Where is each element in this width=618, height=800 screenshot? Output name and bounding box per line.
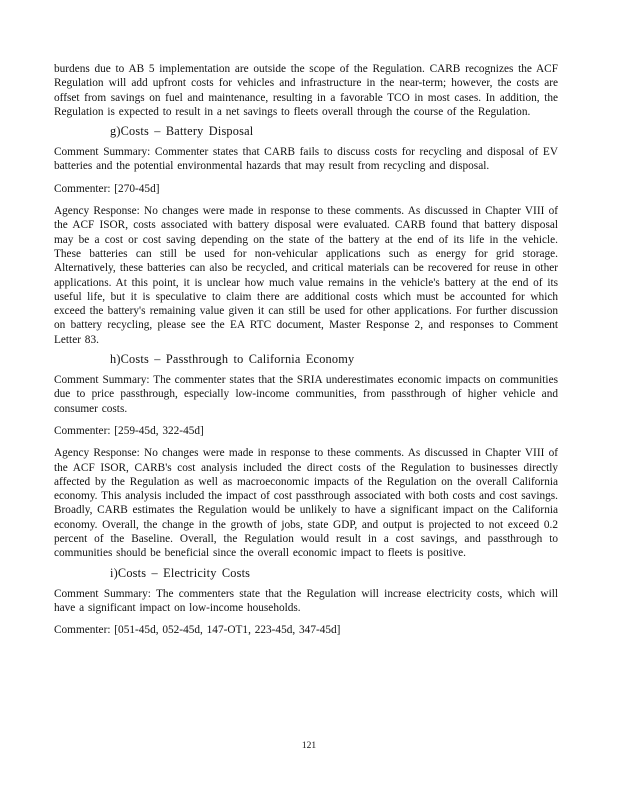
commenter-list: Commenter: [051-45d, 052-45d, 147-OT1, 223-45d, 347-45d] [54, 624, 341, 637]
section-passthrough [54, 352, 558, 561]
agency-response: Agency Response: No changes were made in response to these comments. As discussed in Chapter VIII of the ACF ISOR, CARB's cost analysis included the direct costs of the Regulation to businesses directly affected by the Regulation as well as macroeconomic impacts of the Regulation on the overall California economy. This analysis included the impact of cost passthrough associated with both costs and cost savings. Broadly, CARB estimates the Regulation would be unlikely to have a significant impact on the California economy. Overall, the change in the growth of jobs, state GDP, and output is projected to not exceed 0.2 percent of the Baseline. Overall, the Regulation would result in a cost savings, and passthrough to communities should be beneficial since the overall economic impact to fleets is positive. [54, 447, 558, 560]
section-heading: g)Costs – Battery Disposal [110, 124, 254, 139]
comment-summary: Comment Summary: The commenter states that the SRIA underestimates economic impacts on communities due to price passthrough, especially low-income communities, from passthrough of higher vehicle and consumer costs. [54, 374, 558, 415]
section-battery-disposal [54, 124, 558, 347]
section-electricity-costs [54, 566, 558, 638]
agency-response: Agency Response: No changes were made in response to these comments. As discussed in Chapter VIII of the ACF ISOR, costs associated with battery disposal were evaluated. CARB found that battery disposal may be a cost or cost saving depending on the state of the battery at the end of its life in the vehicle. These batteries can still be used for non-vehicular applications such as energy for grid storage. Alternatively, these batteries can also be recycled, and critical materials can be recovered for reuse in other applications. At this point, it is unclear how much value remains in the vehicle's battery at the end of its useful life, but it is speculative to claim there are additional costs which must be accounted for which exceed the battery's remaining value given it can still be used for other applications. For further discussion on battery recycling, please see the EA RTC document, Master Response 2, and responses to Comment Letter 83. [54, 205, 558, 346]
page-number: 121 [301, 741, 317, 751]
comment-summary: Comment Summary: The commenters state that the Regulation will increase electricity costs, which will have a significant impact on low-income households. [54, 587, 558, 614]
document-page [54, 62, 558, 646]
section-heading: i)Costs – Electricity Costs [110, 565, 251, 580]
commenter-list: Commenter: [270-45d] [54, 182, 160, 195]
comment-summary: Comment Summary: Commenter states that CARB fails to discuss costs for recycling and disposal of EV batteries and the potential environmental hazards that may result from recycling and disposal. [54, 146, 558, 173]
commenter-list: Commenter: [259-45d, 322-45d] [54, 424, 204, 437]
section-heading: h)Costs – Passthrough to California Economy [110, 352, 355, 367]
intro-paragraph: burdens due to AB 5 implementation are outside the scope of the Regulation. CARB recognizes the ACF Regulation will add upfront costs for vehicles and infrastructure in the near-term; however, the costs are offset from savings on fuel and maintenance, resulting in a favorable TCO in most cases. In addition, the Regulation is expected to result in a net savings to fleets overall through the course of the Regulation. [54, 63, 558, 118]
